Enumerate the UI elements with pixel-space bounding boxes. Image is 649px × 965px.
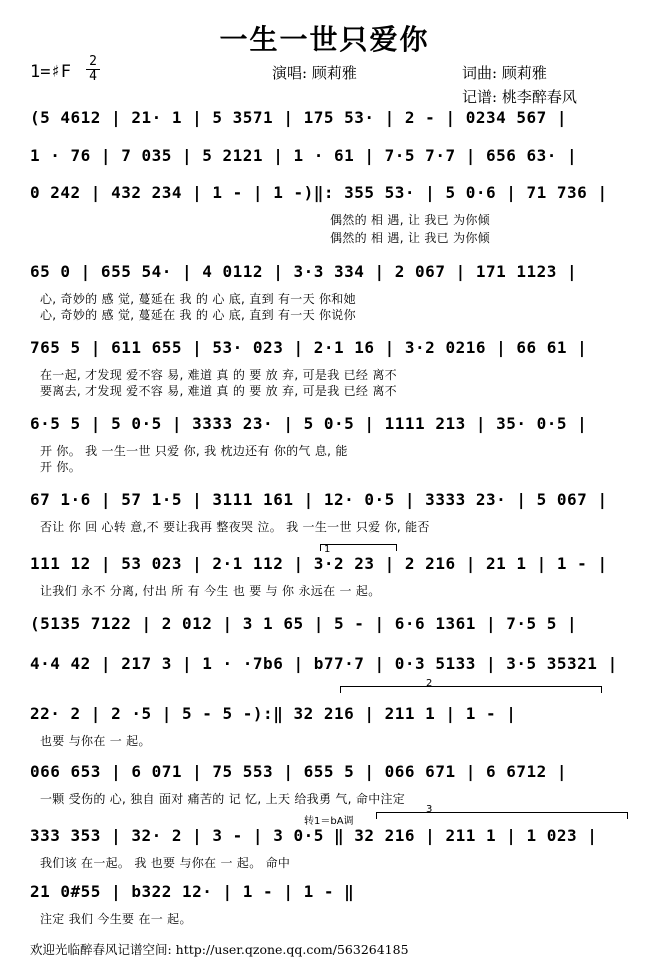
lyric-line: 也要 与你在 一 起。 — [40, 734, 151, 748]
notation-line: 066 653 | 6 071 | 75 553 | 655 5 | 066 671 | 6 6712 | — [30, 762, 568, 781]
lyric-line: 否让 你 回 心转 意,不 要让我再 整夜哭 泣。 我 一生一世 只爱 你, 能否 — [40, 520, 430, 534]
volta-label: 3 — [426, 804, 433, 815]
lyric-line: 偶然的 相 遇, 让 我已 为你倾 — [330, 231, 490, 245]
notation-line: 333 353 | 32· 2 | 3 - | 3 0·5 ‖ 32 216 | 211 1 | 1 023 | — [30, 826, 598, 845]
score-row-13 — [30, 804, 633, 871]
lyric-line: 让我们 永不 分离, 付出 所 有 今生 也 要 与 你 永远在 一 起。 — [40, 584, 381, 598]
score-row-4 — [30, 262, 633, 322]
key-signature: 1=♯F — [30, 62, 71, 82]
singer-credit: 演唱: 顾莉雅 — [272, 64, 357, 82]
notation-line: (5135 7122 | 2 012 | 3 1 65 | 5 - | 6·6 1361 | 7·5 5 | — [30, 614, 578, 633]
volta-bracket — [340, 686, 602, 693]
notation-line: 1 · 76 | 7 035 | 5 2121 | 1 · 61 | 7·5 7·7 | 656 63· | — [30, 146, 578, 165]
composer-credit: 词曲: 顾莉雅 — [462, 64, 547, 82]
lyric-line: 开 你。 — [40, 460, 82, 474]
lyric-line: 开 你。 我 一生一世 只爱 你, 我 枕边还有 你的气 息, 能 — [40, 444, 348, 458]
lyric-line: 在一起, 才发现 爱不容 易, 难道 真 的 要 放 弃, 可是我 已经 离不 — [40, 368, 397, 382]
lyric-line: 一颗 受伤的 心, 独自 面对 痛苦的 记 忆, 上天 给我勇 气, 命中注定 — [40, 792, 406, 806]
score-row-5 — [30, 338, 633, 398]
modulation-note: 转1＝bA调 — [304, 816, 354, 827]
notation-line: 67 1·6 | 57 1·5 | 3111 161 | 12· 0·5 | 3333 23· | 5 067 | — [30, 490, 608, 509]
score-row-12 — [30, 762, 633, 807]
song-title: 一生一世只爱你 — [219, 23, 430, 56]
volta-label: 1 — [324, 544, 331, 555]
notation-line: 765 5 | 611 655 | 53· 023 | 2·1 16 | 3·2 0216 | 66 61 | — [30, 338, 588, 357]
score-row-1 — [30, 108, 633, 136]
time-signature — [86, 56, 100, 83]
volta-label: 2 — [426, 678, 433, 689]
notation-line: 6·5 5 | 5 0·5 | 3333 23· | 5 0·5 | 1111 213 | 35· 0·5 | — [30, 414, 588, 433]
score-row-8 — [30, 544, 633, 599]
notation-line: (5 4612 | 21· 1 | 5 3571 | 175 53· | 2 - | 0234 567 | — [30, 108, 568, 127]
score-row-6 — [30, 414, 633, 474]
score-row-10 — [30, 654, 633, 682]
time-signature-top: 2 — [89, 54, 97, 69]
score-row-9 — [30, 614, 633, 642]
lyric-line: 心, 奇妙的 感 觉, 蔓延在 我 的 心 底, 直到 有一天 你说你 — [40, 308, 356, 322]
notation-line: 0 242 | 432 234 | 1 - | 1 -)‖: 355 53· | 5 0·6 | 71 736 | — [30, 183, 608, 202]
score-row-3 — [30, 183, 633, 243]
lyric-line: 注定 我们 今生要 在一 起。 — [40, 912, 192, 926]
volta-bracket — [320, 544, 397, 551]
score-row-14 — [30, 882, 633, 927]
score-row-7 — [30, 490, 633, 535]
notation-line: 65 0 | 655 54· | 4 0112 | 3·3 334 | 2 067 | 171 1123 | — [30, 262, 578, 281]
time-signature-bottom: 4 — [89, 69, 97, 84]
notation-line: 22· 2 | 2 ·5 | 5 - 5 -):‖ 32 216 | 211 1 | 1 - | — [30, 704, 517, 723]
score-row-11 — [30, 678, 633, 749]
lyric-line: 我们该 在一起。 我 也要 与你在 一 起。 命中 — [40, 856, 291, 870]
score-row-2 — [30, 146, 633, 174]
footer-text: 欢迎光临醉春风记谱空间: http://user.qzone.qq.com/563264185 — [30, 942, 409, 957]
transcriber-credit: 记谱: 桃李醉春风 — [462, 88, 577, 106]
notation-line: 111 12 | 53 023 | 2·1 112 | 3·2 23 | 2 216 | 21 1 | 1 - | — [30, 554, 608, 573]
notation-line: 4·4 42 | 217 3 | 1 · ·7b6 | b77·7 | 0·3 5133 | 3·5 35321 | — [30, 654, 618, 673]
lyric-line: 要离去, 才发现 爱不容 易, 难道 真 的 要 放 弃, 可是我 已经 离不 — [40, 384, 397, 398]
notation-line: 21 0#55 | b322 12· | 1 - | 1 - ‖ — [30, 882, 355, 901]
lyric-line: 偶然的 相 遇, 让 我已 为你倾 — [330, 213, 490, 227]
lyric-line: 心, 奇妙的 感 觉, 蔓延在 我 的 心 底, 直到 有一天 你和她 — [40, 292, 356, 306]
volta-bracket — [376, 812, 628, 819]
